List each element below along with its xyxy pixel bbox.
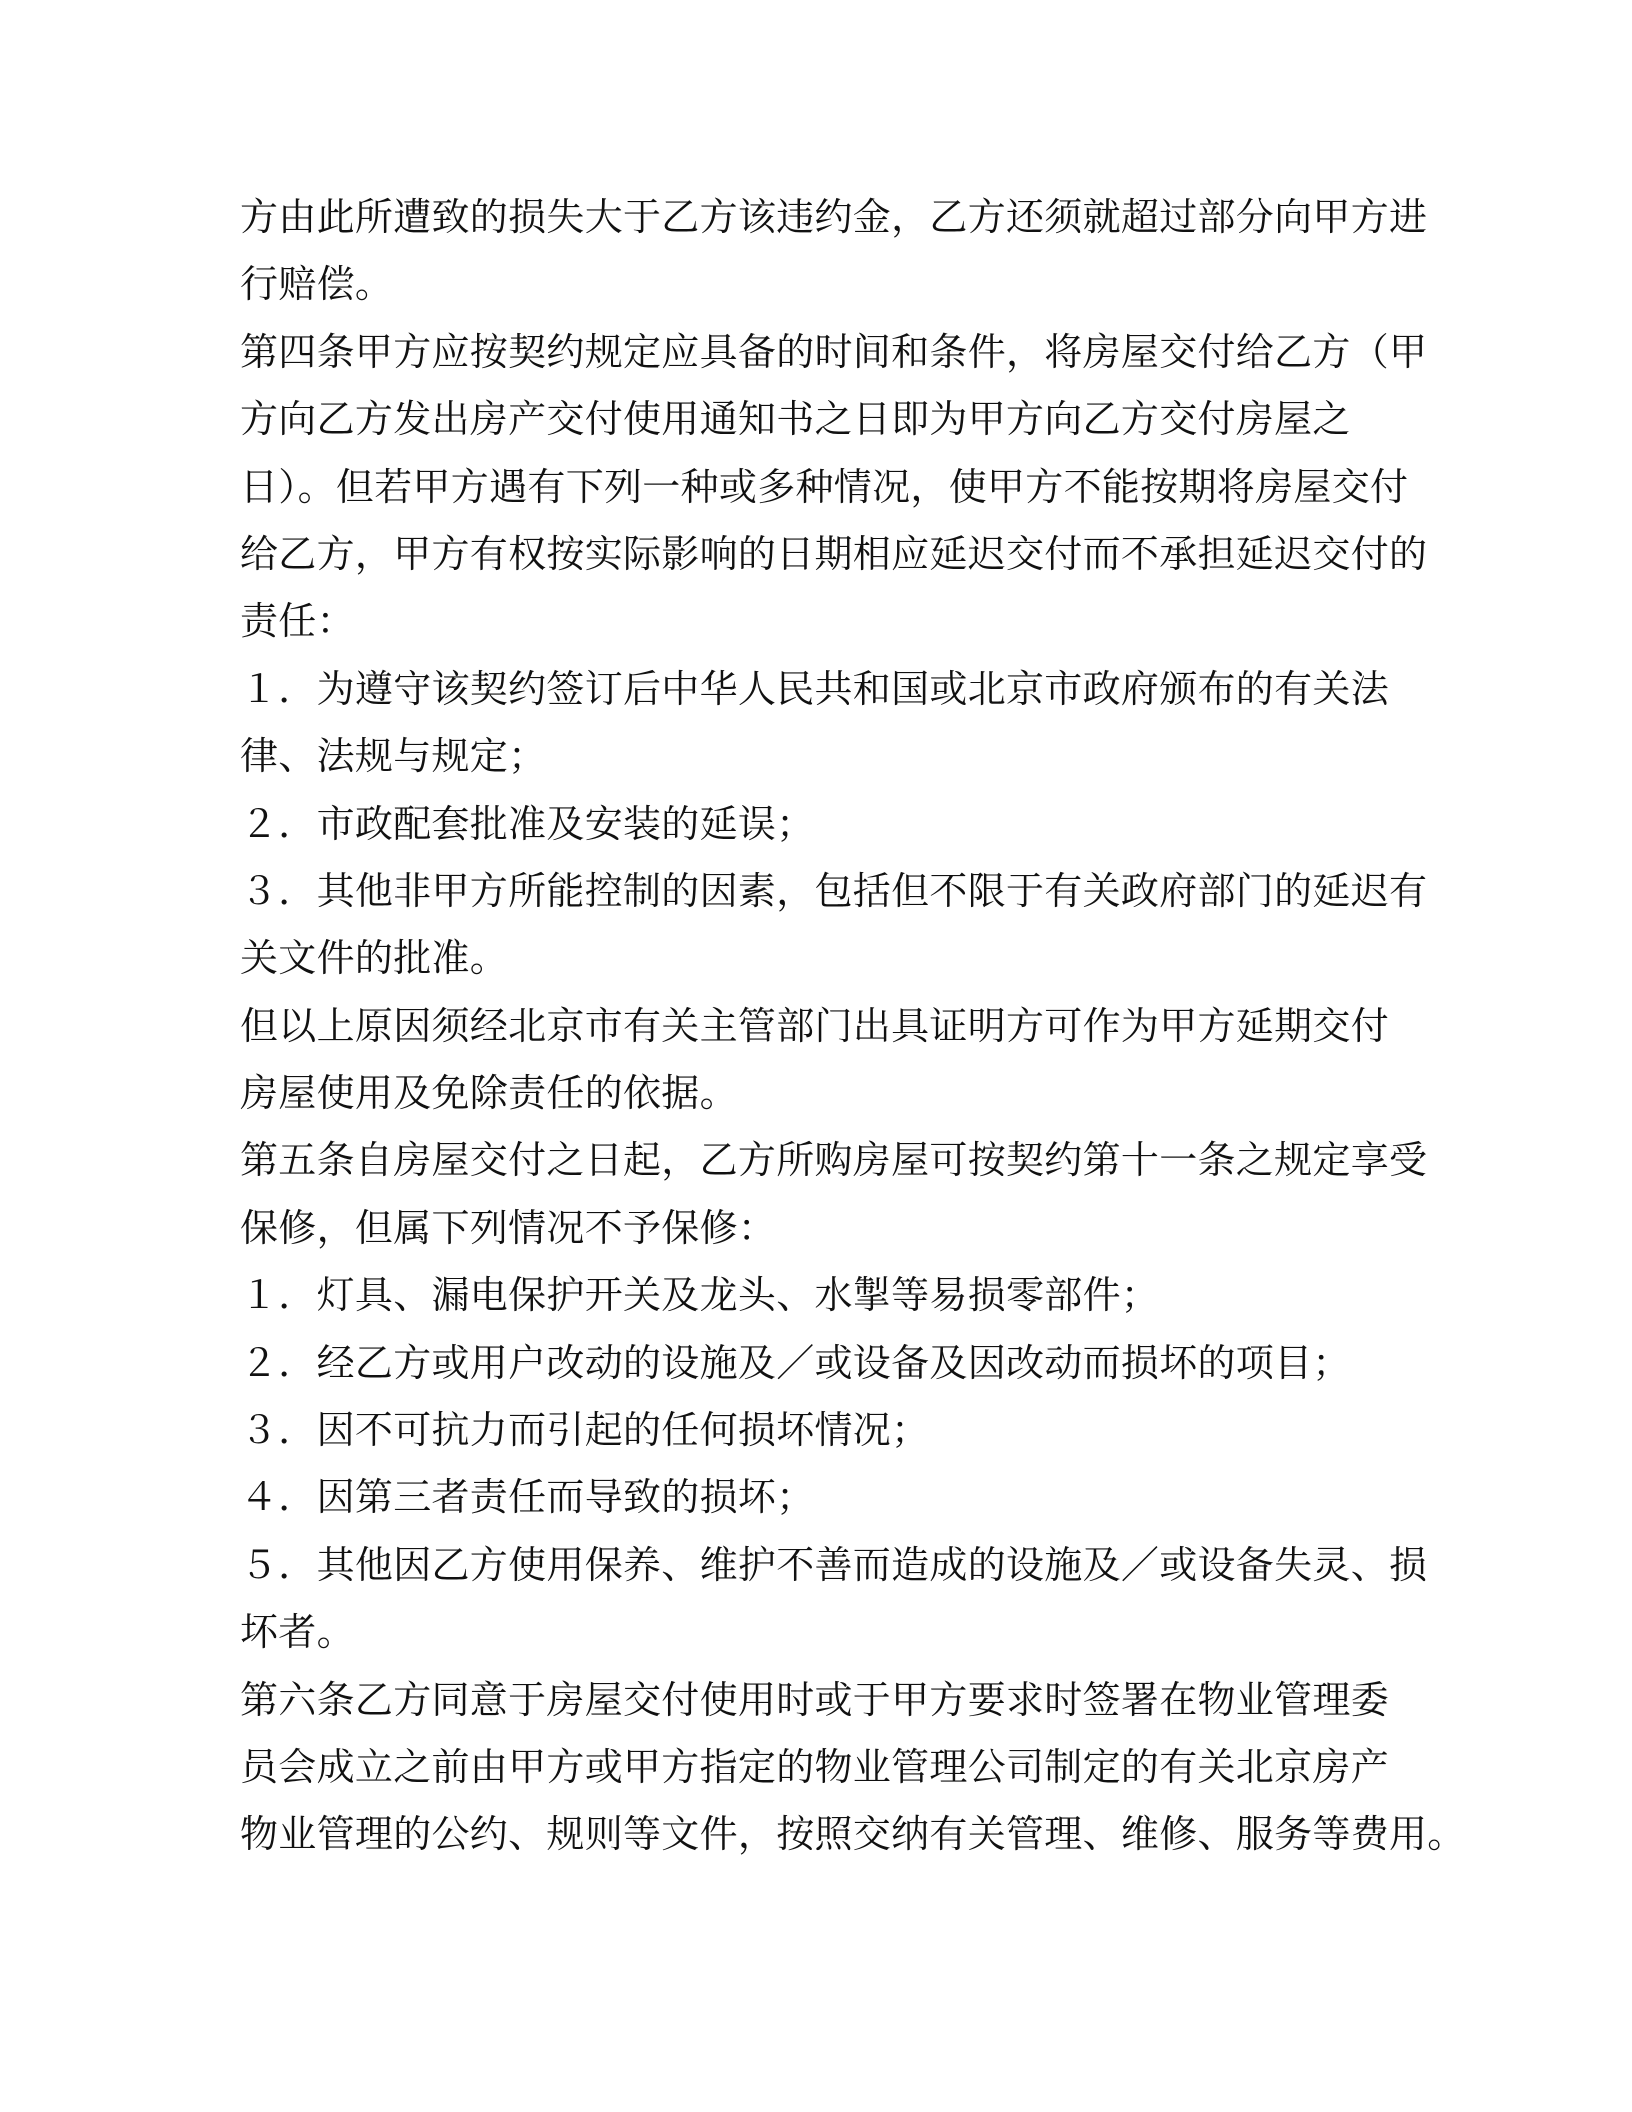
text-line: 方向乙方发出房产交付使用通知书之日即为甲方向乙方交付房屋之 [240,397,1351,442]
text-line: ２．市政配套批准及安装的延误； [240,801,815,846]
text-line: ４．因第三者责任而导致的损坏； [240,1475,815,1520]
text-line: 方由此所遭致的损失大于乙方该违约金，乙方还须就超过部分向甲方进 [240,195,1428,239]
text-line: 物业管理的公约、规则等文件，按照交纳有关管理、维修、服务等费用。 [240,1812,1466,1857]
text-line: 给乙方，甲方有权按实际影响的日期相应延迟交付而不承担延迟交付的 [240,531,1428,576]
text-line: ３．因不可抗力而引起的任何损坏情况； [240,1408,930,1453]
text-line: 行赔偿。 [240,262,394,307]
text-line: 日）。但若甲方遇有下列一种或多种情况，使甲方不能按期将房屋交付 [240,464,1409,509]
text-line: ２．经乙方或用户改动的设施及／或设备及因改动而损坏的项目； [240,1340,1351,1385]
text-line: １．灯具、漏电保护开关及龙头、水掣等易损零部件； [240,1273,1160,1318]
text-line: 坏者。 [240,1610,355,1655]
body-text [240,184,1466,1869]
text-line: 第四条甲方应按契约规定应具备的时间和条件，将房屋交付给乙方（甲 [240,329,1428,374]
text-line: ５．其他因乙方使用保养、维护不善而造成的设施及／或设备失灵、损 [240,1542,1428,1587]
text-line: 律、法规与规定； [240,734,547,779]
text-line: 第六条乙方同意于房屋交付使用时或于甲方要求时签署在物业管理委 [240,1677,1390,1722]
text-line: 责任： [240,599,355,644]
text-line: 第五条自房屋交付之日起，乙方所购房屋可按契约第十一条之规定享受 [240,1138,1428,1183]
text-line: 员会成立之前由甲方或甲方指定的物业管理公司制定的有关北京房产 [240,1744,1390,1789]
text-line: 房屋使用及免除责任的依据。 [240,1071,738,1116]
text-line: 但以上原因须经北京市有关主管部门出具证明方可作为甲方延期交付 [240,1003,1390,1048]
text-line: １．为遵守该契约签订后中华人民共和国或北京市政府颁布的有关法 [240,666,1390,711]
text-line: 关文件的批准。 [240,936,509,981]
text-line: ３．其他非甲方所能控制的因素，包括但不限于有关政府部门的延迟有 [240,868,1428,913]
text-line: 保修，但属下列情况不予保修： [240,1205,777,1250]
